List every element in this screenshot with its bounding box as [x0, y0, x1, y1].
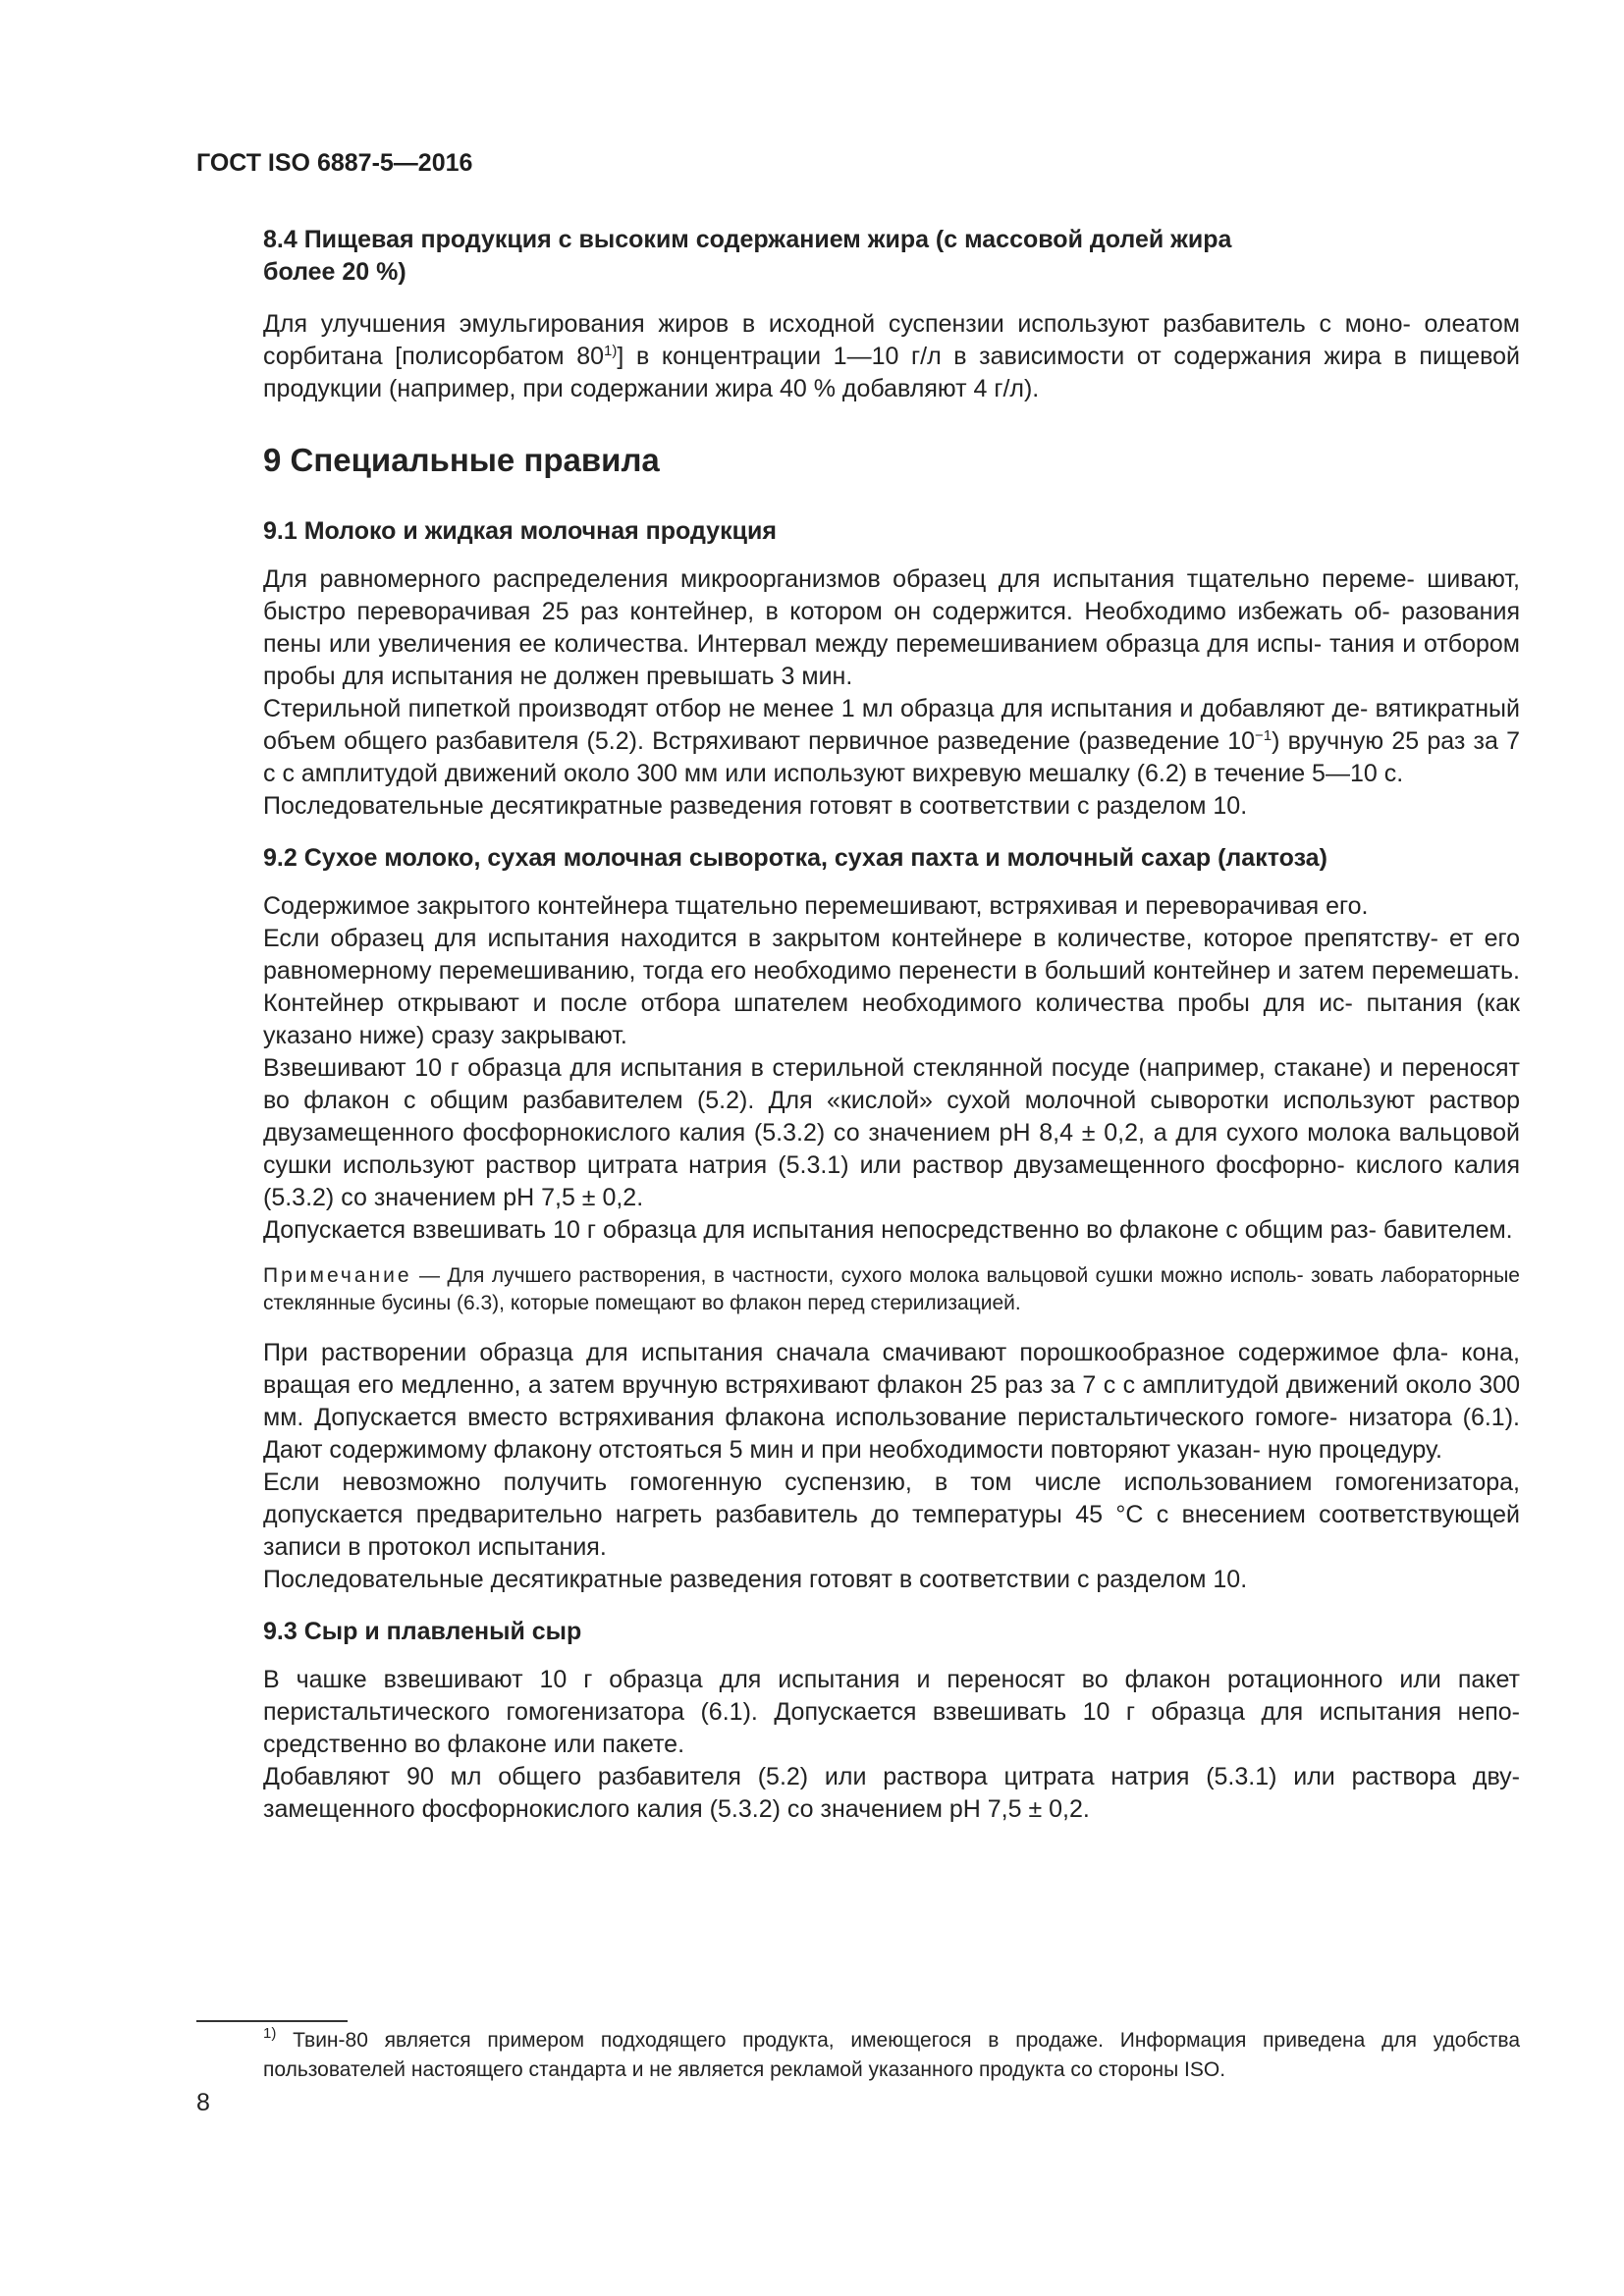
paragraph: При растворении образца для испытания сначала смачивают порошкообразное содержимое фла- кона, вращая его медленно, а затем вручную встряхивают флакон 25 раз за 7 с с амплитудой движений около 300 мм. Допускается вместо встряхивания флакона использование перистальтического гомоге- низатора (6.1). Дают содержимому флакону отстояться 5 мин и при необходимости повторяют указан- ную процедуру. — [263, 1339, 1520, 1464]
superscript: −1 — [1255, 727, 1272, 744]
paragraph: Содержимое закрытого контейнера тщательно перемешивают, встряхивая и переворачивая его. — [263, 892, 1369, 920]
section-9-2-heading: 9.2 Сухое молоко, сухая молочная сыворотка, сухая пахта и молочный сахар (лактоза) — [263, 844, 1327, 872]
footnote-marker: 1) — [263, 2025, 277, 2042]
paragraph: Для равномерного распределения микроорганизмов образец для испытания тщательно переме- шивают, быстро переворачивая 25 раз контейнер, в котором он содержится. Необходимо избежать об- разования пены или увеличения ее количества. Интервал между перемешиванием образца для испы- тания и отбором пробы для испытания не должен превышать 3 мин. — [263, 565, 1520, 690]
paragraph: Допускается взвешивать 10 г образца для испытания непосредственно во флаконе с общим раз- бавителем. — [263, 1216, 1513, 1244]
section-8-4-heading-line2: более 20 %) — [263, 258, 406, 286]
footnote — [196, 2026, 1520, 2085]
paragraph: Добавляют 90 мл общего разбавителя (5.2) или раствора цитрата натрия (5.3.1) или раствора дву- замещенного фосфорнокислого калия (5.3.2) со значением pH 7,5 ± 0,2. — [263, 1763, 1520, 1823]
paragraph-text: ] в концентрации 1—10 г/л в зависимости от содержания жира в пищевой продукции (например, при содержании жира 40 % добавляют 4 г/л). — [263, 343, 1520, 402]
document-header: ГОСТ ISO 6887-5—2016 — [196, 149, 473, 177]
footnote-ref: 1) — [604, 343, 618, 359]
note-text: — Для лучшего растворения, в частности, сухого молока вальцовой сушки можно исполь- зовать лабораторные стеклянные бусины (6.3), которые помещают во флакон перед стерилизацией. — [263, 1264, 1520, 1314]
section-9-heading: 9 Специальные правила — [263, 442, 660, 478]
paragraph — [263, 693, 1520, 790]
note-label: Примечание — [263, 1264, 412, 1287]
section-9-1-heading: 9.1 Молоко и жидкая молочная продукция — [263, 517, 777, 545]
paragraph: Последовательные десятикратные разведения готовят в соответствии с разделом 10. — [263, 1566, 1248, 1593]
footnote-text: Твин-80 является примером подходящего продукта, имеющегося в продаже. Информация приведена для удобства пользователей настоящего стандарта и не является рекламой указанного продукта со стороны ISO. — [263, 2029, 1520, 2081]
footnote-separator — [196, 2020, 348, 2022]
note — [263, 1262, 1520, 1317]
footnote-body — [196, 2026, 1520, 2085]
paragraph: Если невозможно получить гомогенную суспензию, в том числе использованием гомогенизатора, допускается предварительно нагреть разбавитель до температуры 45 °С с внесением соответствующей записи в протокол испытания. — [263, 1468, 1520, 1561]
paragraph: В чашке взвешивают 10 г образца для испытания и переносят во флакон ротационного или пакет перистальтического гомогенизатора (6.1). Допускается взвешивать 10 г образца для испытания непо- средственно во флаконе или пакете. — [263, 1666, 1520, 1758]
paragraph: Последовательные десятикратные разведения готовят в соответствии с разделом 10. — [263, 792, 1248, 820]
page-number: 8 — [196, 2089, 210, 2116]
section-8-4-heading — [263, 224, 1520, 289]
section-9-3-heading: 9.3 Сыр и плавленый сыр — [263, 1618, 582, 1645]
page-content — [263, 224, 1520, 1826]
paragraph-text: Для улучшения эмульгирования жиров в исходной суспензии используют разбавитель с моно- олеатом сорбитана [полисорбатом 80 — [263, 310, 1520, 370]
section-8-4-heading-line1: 8.4 Пищевая продукция с высоким содержанием жира (с массовой долей жира — [263, 226, 1232, 253]
paragraph: Взвешивают 10 г образца для испытания в стерильной стеклянной посуде (например, стакане) и переносят во флакон с общим разбавителем (5.2). Для «кислой» сухой молочной сыворотки используют раствор двузамещенного фосфорнокислого калия (5.3.2) со значением pH 8,4 ± 0,2, а для сухого молока вальцовой сушки используют раствор цитрата натрия (5.3.1) или раствор двузамещенного фосфорно- кислого калия (5.3.2) со значением pH 7,5 ± 0,2. — [263, 1054, 1520, 1211]
paragraph: Если образец для испытания находится в закрытом контейнере в количестве, которое препятству- ет его равномерному перемешиванию, тогда его необходимо перенести в больший контейнер и затем перемешать. Контейнер открывают и после отбора шпателем необходимого количества пробы для ис- пытания (как указано ниже) сразу закрывают. — [263, 925, 1520, 1049]
paragraph — [263, 308, 1520, 405]
paragraph-text: ) вручную 25 раз за 7 с с амплитудой движений около 300 мм или используют вихревую мешалку (6.2) в течение 5—10 с. — [263, 727, 1520, 787]
paragraph-text: Стерильной пипеткой производят отбор не менее 1 мл образца для испытания и добавляют де- вятикратный объем общего разбавителя (5.2). Встряхивают первичное разведение (разведение 10 — [263, 695, 1520, 755]
